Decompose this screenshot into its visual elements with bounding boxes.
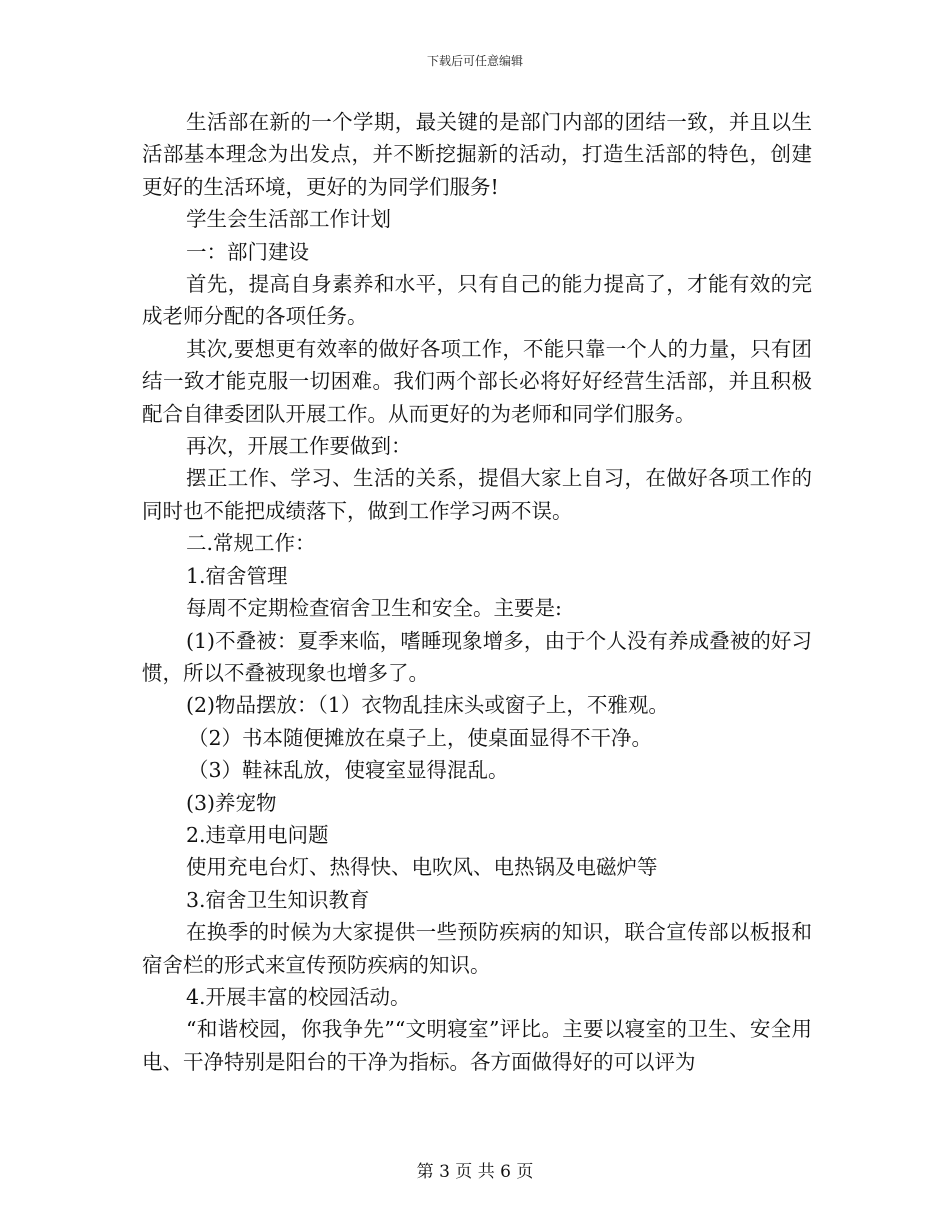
- paragraph: 4.开展丰富的校园活动。: [186, 984, 411, 1009]
- paragraph: “和谐校园，你我争先”“文明寝室”评比。主要以寝室的卫生、安全用电、干净特别是阳台的干净为指标。各方面做得好的可以评为: [142, 1017, 812, 1074]
- page-footer: 第 3 页 共 6 页: [416, 1162, 534, 1182]
- paragraph: 其次,要想更有效率的做好各项工作，不能只靠一个人的力量，只有团结一致才能克服一切困难。我们两个部长必将好好经营生活部，并且积极配合自律委团队开展工作。从而更好的为老师和同学们服务。: [142, 336, 812, 426]
- paragraph: （3）鞋袜乱放，使寝室显得混乱。: [188, 758, 509, 783]
- paragraph: （2）书本随便摊放在桌子上，使桌面显得不干净。: [188, 725, 653, 750]
- paragraph: (1)不叠被：夏季来临，嗜睡现象增多，由于个人没有养成叠被的好习惯，所以不叠被现象也增多了。: [142, 628, 812, 685]
- paragraph: (2)物品摆放：（1）衣物乱挂床头或窗子上，不雅观。: [186, 693, 669, 718]
- paragraph: 1.宿舍管理: [186, 563, 288, 588]
- header-note: 下载后可任意编辑: [426, 54, 523, 68]
- document-body: [142, 106, 812, 1078]
- paragraph: 再次，开展工作要做到：: [186, 434, 412, 459]
- paragraph: 3.宿舍卫生知识教育: [186, 887, 370, 912]
- paragraph: 一：部门建设: [186, 239, 309, 264]
- paragraph: 生活部在新的一个学期，最关键的是部门内部的团结一致，并且以生活部基本理念为出发点，并不断挖掘新的活动，打造生活部的特色，创建更好的生活环境，更好的为同学们服务!: [142, 110, 812, 199]
- paragraph: 学生会生活部工作计划: [186, 207, 391, 232]
- paragraph: 每周不定期检查宿舍卫生和安全。主要是:: [186, 596, 562, 621]
- paragraph: (3)养宠物: [186, 790, 277, 815]
- paragraph: 二.常规工作：: [186, 531, 316, 556]
- paragraph: 摆正工作、学习、生活的关系，提倡大家上自习，在做好各项工作的同时也不能把成绩落下，做到工作学习两不误。: [142, 466, 812, 523]
- paragraph: 首先，提高自身素养和水平，只有自己的能力提高了，才能有效的完成老师分配的各项任务。: [142, 272, 812, 329]
- paragraph: 使用充电台灯、热得快、电吹风、电热锅及电磁炉等: [186, 855, 658, 880]
- paragraph: 在换季的时候为大家提供一些预防疾病的知识，联合宣传部以板报和宿舍栏的形式来宣传预防疾病的知识。: [142, 920, 812, 977]
- paragraph: 2.违章用电问题: [186, 822, 329, 847]
